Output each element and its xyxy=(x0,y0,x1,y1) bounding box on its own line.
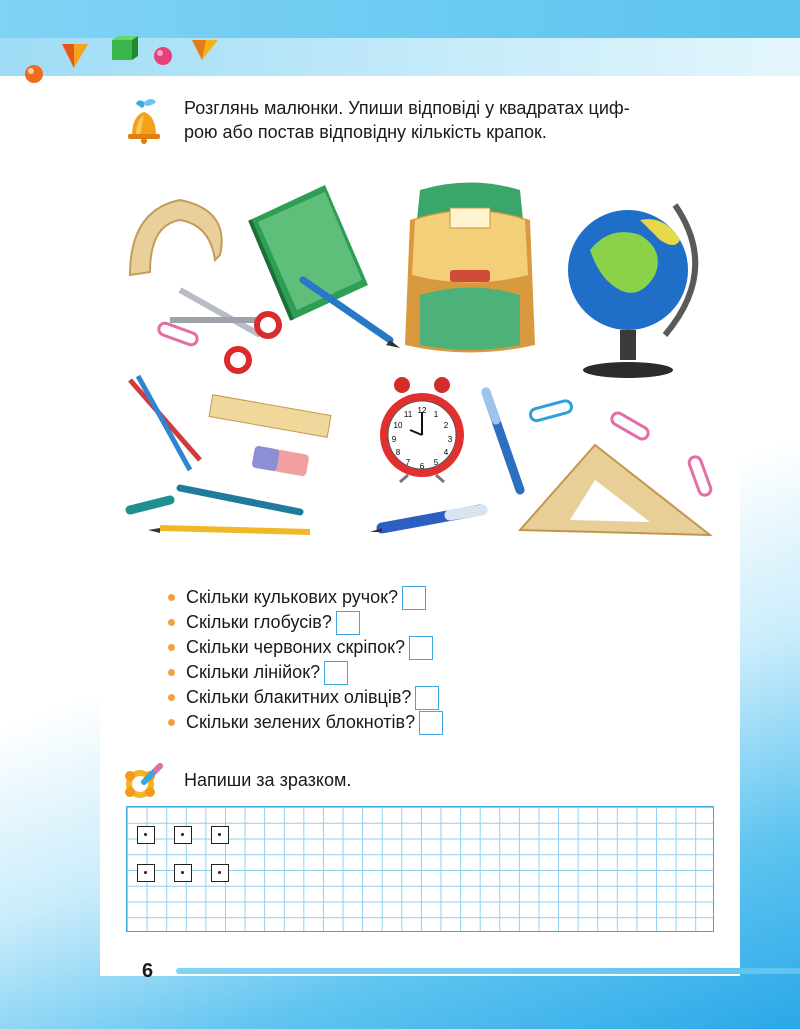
question-text: Скільки червоних скріпок? xyxy=(186,637,405,657)
clock-number: 10 xyxy=(393,421,403,430)
pink-ball-icon xyxy=(154,47,172,65)
pencil-flower-icon xyxy=(122,762,164,802)
sample-box xyxy=(137,864,155,882)
blue-paperclip-icon xyxy=(529,400,573,422)
question-item xyxy=(168,660,443,685)
question-item xyxy=(168,685,443,710)
question-item xyxy=(168,635,443,660)
instruction-line: рою або постав відповідну кількість крапок. xyxy=(184,122,547,142)
clock-number: 9 xyxy=(391,435,397,444)
question-item xyxy=(168,585,443,610)
clock-number: 11 xyxy=(403,410,413,419)
bullet-icon xyxy=(168,644,175,651)
backpack-icon xyxy=(405,183,535,353)
header-bar xyxy=(0,0,800,38)
sample-box xyxy=(137,826,155,844)
answer-box[interactable] xyxy=(419,711,443,735)
sample-box xyxy=(174,826,192,844)
question-text: Скільки лінійок? xyxy=(186,662,321,682)
orange-ball-icon xyxy=(25,65,43,83)
triangle-ruler-icon xyxy=(520,445,710,535)
question-item xyxy=(168,710,443,735)
marker-icon xyxy=(130,488,300,512)
task-instruction xyxy=(184,96,714,144)
sample-box xyxy=(211,864,229,882)
bullet-icon xyxy=(168,719,175,726)
answer-box[interactable] xyxy=(402,586,426,610)
bullet-icon xyxy=(168,694,175,701)
clock-number: 7 xyxy=(405,458,411,467)
writing-grid[interactable] xyxy=(126,806,714,932)
pencils-icon xyxy=(130,376,200,470)
question-text: Скільки глобусів? xyxy=(186,612,332,632)
answer-box[interactable] xyxy=(409,636,433,660)
clock-number: 3 xyxy=(447,435,453,444)
pink-paperclip-icon xyxy=(157,322,199,347)
question-item xyxy=(168,610,443,635)
page-number: 6 xyxy=(142,960,154,982)
eraser-icon xyxy=(252,445,310,476)
clock-number: 4 xyxy=(443,448,449,457)
task2-instruction: Напиши за зразком. xyxy=(184,770,352,790)
clock-number: 12 xyxy=(417,406,427,415)
footer-line xyxy=(176,968,800,974)
pink-paperclip-icon xyxy=(688,455,713,497)
answer-box[interactable] xyxy=(336,611,360,635)
question-text: Скільки кулькових ручок? xyxy=(186,587,399,607)
bullet-icon xyxy=(168,669,175,676)
clock-number: 5 xyxy=(433,458,439,467)
instruction-line: Розглянь малюнки. Упиши відповіді у квадратах циф- xyxy=(184,98,630,118)
clock-number: 2 xyxy=(443,421,449,430)
green-notebook-icon xyxy=(250,185,368,320)
answer-box[interactable] xyxy=(324,661,348,685)
bell-icon xyxy=(122,96,168,144)
ballpoint-pen-icon xyxy=(486,392,520,490)
yellow-pencil-icon xyxy=(148,528,310,533)
ruler-icon xyxy=(209,395,331,438)
green-cube-icon xyxy=(112,40,132,60)
bullet-icon xyxy=(168,619,175,626)
protractor-icon xyxy=(130,200,222,275)
alarm-clock-icon xyxy=(380,377,464,482)
question-list xyxy=(168,585,443,735)
clock-number: 1 xyxy=(433,410,439,419)
sample-box xyxy=(174,864,192,882)
bullet-icon xyxy=(168,594,175,601)
question-text: Скільки блакитних олівців? xyxy=(186,687,412,707)
ballpoint-pen-icon xyxy=(370,510,482,532)
clock-number: 8 xyxy=(395,448,401,457)
school-supplies-illustration xyxy=(120,180,720,540)
globe-icon xyxy=(568,205,695,378)
question-text: Скільки зелених блокнотів? xyxy=(186,712,416,732)
sample-box xyxy=(211,826,229,844)
pink-paperclip-icon xyxy=(610,411,651,441)
clock-number: 6 xyxy=(419,462,425,471)
answer-box[interactable] xyxy=(415,686,439,710)
